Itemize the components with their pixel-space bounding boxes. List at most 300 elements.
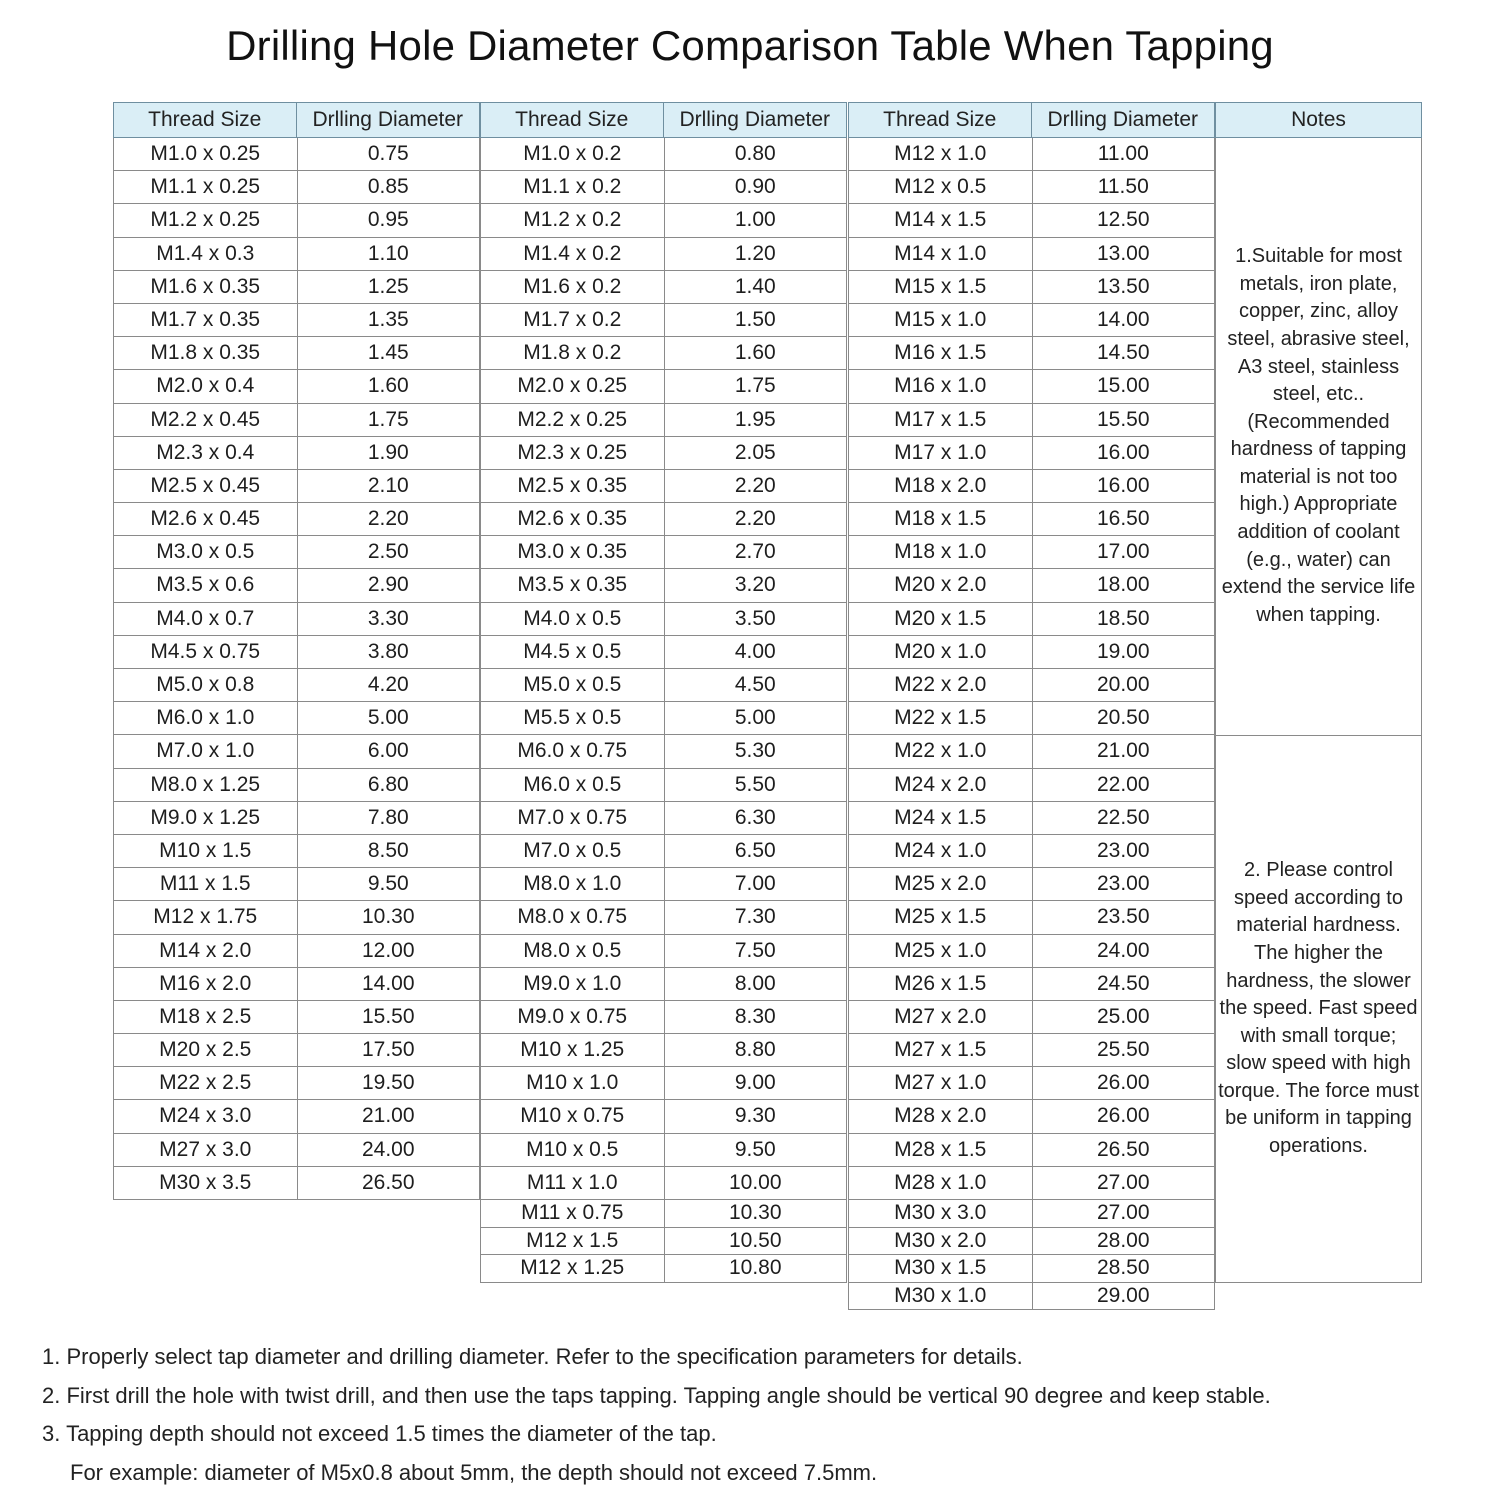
table-row	[113, 868, 480, 901]
thread-size-cell: M1.4 x 0.2	[523, 241, 622, 265]
thread-size-cell: M30 x 2.0	[894, 1228, 987, 1252]
drilling-diameter-cell: 24.00	[1032, 935, 1215, 967]
table-row	[113, 171, 480, 204]
thread-size-cell: M2.5 x 0.45	[150, 473, 261, 497]
table-row	[480, 337, 847, 370]
table-row	[113, 238, 480, 271]
table-row	[480, 569, 847, 602]
note-2: 2. Please control speed according to material hardness. The higher the hardness, the slower the speed. Fast speed with small torque; slow speed with high torque. The force must be uniform in tapping operations.	[1215, 736, 1422, 1284]
table-row	[848, 569, 1215, 602]
drilling-diameter-cell: 15.00	[1032, 370, 1215, 402]
header-thread-size: Thread Size	[113, 102, 297, 138]
table-row	[480, 802, 847, 835]
drilling-diameter-cell: 1.40	[664, 271, 847, 303]
thread-size-cell: M7.0 x 0.5	[523, 838, 622, 862]
table-row	[480, 470, 847, 503]
drilling-diameter-cell: 22.50	[1032, 802, 1215, 834]
drilling-diameter-cell: 15.50	[1032, 404, 1215, 436]
header-thread-size: Thread Size	[848, 102, 1032, 138]
table-row	[480, 171, 847, 204]
table-row	[848, 1001, 1215, 1034]
table-row	[480, 304, 847, 337]
thread-size-cell: M20 x 1.5	[894, 606, 987, 630]
thread-size-cell: M1.0 x 0.2	[523, 142, 622, 165]
drilling-diameter-cell: 2.50	[297, 536, 480, 568]
table-row	[480, 1067, 847, 1100]
table-row	[113, 1034, 480, 1067]
table-row	[848, 138, 1215, 171]
thread-size-cell: M2.5 x 0.35	[517, 473, 628, 497]
table-row	[848, 603, 1215, 636]
drilling-diameter-cell: 18.50	[1032, 603, 1215, 635]
drilling-diameter-cell: 14.50	[1032, 337, 1215, 369]
thread-size-cell: M1.6 x 0.35	[150, 274, 261, 298]
table-row	[848, 802, 1215, 835]
table-row	[480, 238, 847, 271]
table-row	[113, 769, 480, 802]
thread-size-cell: M14 x 2.0	[159, 938, 252, 962]
table-row	[848, 1200, 1215, 1228]
drilling-diameter-cell: 22.00	[1032, 769, 1215, 801]
drilling-diameter-cell: 26.50	[1032, 1134, 1215, 1166]
thread-size-cell: M25 x 2.0	[894, 872, 987, 896]
table-row	[848, 669, 1215, 702]
drilling-diameter-cell: 1.75	[297, 404, 480, 436]
thread-size-cell: M2.3 x 0.25	[517, 440, 628, 464]
drilling-diameter-cell: 8.80	[664, 1034, 847, 1066]
table-row	[480, 901, 847, 934]
thread-size-cell: M12 x 1.75	[153, 905, 258, 929]
drilling-diameter-cell: 7.50	[664, 935, 847, 967]
drilling-diameter-cell: 12.50	[1032, 204, 1215, 236]
thread-size-cell: M6.0 x 1.0	[156, 706, 255, 730]
drilling-diameter-cell: 29.00	[1032, 1283, 1215, 1310]
footer-line-1: 1. Properly select tap diameter and drilling diameter. Refer to the specification parameters for details.	[42, 1344, 1023, 1369]
table-row	[113, 702, 480, 735]
thread-size-cell: M2.2 x 0.25	[517, 407, 628, 431]
drilling-diameter-cell: 17.50	[297, 1034, 480, 1066]
drilling-diameter-cell: 6.30	[664, 802, 847, 834]
notes-column	[1215, 102, 1422, 1283]
drilling-diameter-cell: 17.00	[1032, 536, 1215, 568]
thread-size-cell: M24 x 2.0	[894, 772, 987, 796]
header-row	[113, 102, 480, 138]
drilling-diameter-cell: 11.50	[1032, 171, 1215, 203]
table-row	[848, 1167, 1215, 1200]
table-row	[113, 569, 480, 602]
table-row	[480, 1167, 847, 1200]
drilling-diameter-cell: 9.30	[664, 1100, 847, 1132]
drilling-diameter-cell: 10.30	[664, 1200, 847, 1227]
table-row	[848, 1228, 1215, 1256]
table-row	[848, 204, 1215, 237]
drilling-diameter-cell: 3.50	[664, 603, 847, 635]
table-row	[480, 735, 847, 768]
table-row	[113, 802, 480, 835]
thread-size-cell: M27 x 1.5	[894, 1038, 987, 1062]
thread-size-cell: M1.8 x 0.2	[523, 341, 622, 365]
thread-size-cell: M28 x 1.5	[894, 1137, 987, 1161]
table-row	[480, 636, 847, 669]
drilling-diameter-cell: 4.00	[664, 636, 847, 668]
drilling-diameter-cell: 2.05	[664, 437, 847, 469]
drilling-diameter-cell: 0.75	[297, 138, 480, 170]
drilling-diameter-cell: 24.00	[297, 1134, 480, 1166]
table-row	[113, 935, 480, 968]
drilling-diameter-cell: 11.00	[1032, 138, 1215, 170]
thread-size-cell: M24 x 1.5	[894, 805, 987, 829]
table-row	[113, 204, 480, 237]
thread-size-cell: M27 x 2.0	[894, 1004, 987, 1028]
table-row	[480, 370, 847, 403]
header-thread-size: Thread Size	[480, 102, 664, 138]
drilling-diameter-cell: 28.50	[1032, 1255, 1215, 1282]
drilling-diameter-cell: 23.50	[1032, 901, 1215, 933]
table-row	[113, 138, 480, 171]
table-group-2	[480, 102, 847, 1283]
drilling-diameter-cell: 3.30	[297, 603, 480, 635]
thread-size-cell: M2.6 x 0.45	[150, 507, 261, 531]
drilling-diameter-cell: 21.00	[297, 1100, 480, 1132]
footer-line-4: For example: diameter of M5x0.8 about 5mm, the depth should not exceed 7.5mm.	[70, 1459, 878, 1485]
thread-size-cell: M1.6 x 0.2	[523, 274, 622, 298]
table-row	[113, 636, 480, 669]
thread-size-cell: M3.0 x 0.35	[517, 540, 628, 564]
drilling-diameter-cell: 2.20	[664, 470, 847, 502]
header-drilling-diameter: Drlling Diameter	[664, 102, 848, 138]
thread-size-cell: M8.0 x 1.25	[150, 772, 261, 796]
thread-size-cell: M15 x 1.5	[894, 274, 987, 298]
drilling-diameter-cell: 26.50	[297, 1167, 480, 1199]
drilling-diameter-cell: 2.10	[297, 470, 480, 502]
table-row	[480, 138, 847, 171]
table-row	[480, 271, 847, 304]
table-row	[480, 702, 847, 735]
thread-size-cell: M9.0 x 1.0	[523, 971, 622, 995]
drilling-diameter-cell: 5.50	[664, 769, 847, 801]
thread-size-cell: M2.6 x 0.35	[517, 507, 628, 531]
thread-size-cell: M16 x 1.0	[894, 374, 987, 398]
table-row	[848, 271, 1215, 304]
table-row	[113, 735, 480, 768]
drilling-diameter-cell: 8.00	[664, 968, 847, 1000]
thread-size-cell: M22 x 1.0	[894, 739, 987, 763]
drilling-diameter-cell: 26.00	[1032, 1067, 1215, 1099]
table-row	[113, 603, 480, 636]
drilling-diameter-cell: 10.50	[664, 1228, 847, 1255]
table-row	[113, 437, 480, 470]
thread-size-cell: M12 x 1.25	[520, 1256, 625, 1280]
thread-size-cell: M20 x 1.0	[894, 639, 987, 663]
thread-size-cell: M7.0 x 1.0	[156, 739, 255, 763]
thread-size-cell: M4.5 x 0.75	[150, 639, 261, 663]
table-row	[480, 503, 847, 536]
thread-size-cell: M30 x 3.0	[894, 1201, 987, 1224]
drilling-diameter-cell: 2.20	[297, 503, 480, 535]
table-row	[113, 669, 480, 702]
table-group-3	[848, 102, 1215, 1310]
thread-size-cell: M30 x 3.5	[159, 1170, 252, 1194]
drilling-diameter-cell: 23.00	[1032, 835, 1215, 867]
drilling-diameter-cell: 1.00	[664, 204, 847, 236]
table-row	[480, 404, 847, 437]
drilling-diameter-cell: 1.60	[664, 337, 847, 369]
thread-size-cell: M2.0 x 0.4	[156, 374, 255, 398]
thread-size-cell: M17 x 1.5	[894, 407, 987, 431]
thread-size-cell: M6.0 x 0.5	[523, 772, 622, 796]
drilling-diameter-cell: 12.00	[297, 935, 480, 967]
table-row	[113, 271, 480, 304]
thread-size-cell: M25 x 1.5	[894, 905, 987, 929]
header-row	[480, 102, 847, 138]
thread-size-cell: M28 x 2.0	[894, 1104, 987, 1128]
thread-size-cell: M1.2 x 0.2	[523, 208, 622, 232]
thread-size-cell: M3.5 x 0.6	[156, 573, 255, 597]
table-row	[113, 304, 480, 337]
table-row	[848, 503, 1215, 536]
drilling-diameter-cell: 20.00	[1032, 669, 1215, 701]
thread-size-cell: M25 x 1.0	[894, 938, 987, 962]
table-row	[480, 968, 847, 1001]
drilling-diameter-cell: 27.00	[1032, 1167, 1215, 1199]
table-row	[848, 769, 1215, 802]
drilling-diameter-cell: 9.50	[297, 868, 480, 900]
thread-size-cell: M30 x 1.0	[894, 1283, 987, 1307]
thread-size-cell: M28 x 1.0	[894, 1170, 987, 1194]
table-row	[113, 337, 480, 370]
table-row	[848, 370, 1215, 403]
drilling-diameter-cell: 1.50	[664, 304, 847, 336]
drilling-diameter-cell: 24.50	[1032, 968, 1215, 1000]
drilling-diameter-cell: 20.50	[1032, 702, 1215, 734]
drilling-diameter-cell: 27.00	[1032, 1200, 1215, 1227]
table-row	[480, 868, 847, 901]
table-row	[848, 935, 1215, 968]
thread-size-cell: M26 x 1.5	[894, 971, 987, 995]
drilling-diameter-cell: 14.00	[1032, 304, 1215, 336]
header-row	[848, 102, 1215, 138]
thread-size-cell: M5.0 x 0.8	[156, 673, 255, 696]
table-row	[480, 536, 847, 569]
thread-size-cell: M2.0 x 0.25	[517, 374, 628, 398]
thread-size-cell: M1.1 x 0.25	[150, 175, 261, 199]
table-row	[480, 1255, 847, 1283]
thread-size-cell: M18 x 1.0	[894, 540, 987, 564]
thread-size-cell: M14 x 1.5	[894, 208, 987, 232]
drilling-diameter-cell: 25.00	[1032, 1001, 1215, 1033]
drilling-diameter-cell: 23.00	[1032, 868, 1215, 900]
drilling-diameter-cell: 4.50	[664, 669, 847, 701]
table-row	[113, 1134, 480, 1167]
table-row	[480, 835, 847, 868]
thread-size-cell: M30 x 1.5	[894, 1256, 987, 1280]
thread-size-cell: M5.0 x 0.5	[523, 673, 622, 696]
drilling-diameter-cell: 0.85	[297, 171, 480, 203]
thread-size-cell: M8.0 x 0.75	[517, 905, 628, 929]
drilling-diameter-cell: 7.00	[664, 868, 847, 900]
drilling-diameter-cell: 28.00	[1032, 1228, 1215, 1255]
thread-size-cell: M1.0 x 0.25	[150, 142, 261, 165]
table-row	[848, 868, 1215, 901]
drilling-diameter-cell: 1.20	[664, 238, 847, 270]
table-row	[848, 968, 1215, 1001]
table-row	[848, 636, 1215, 669]
table-row	[480, 669, 847, 702]
thread-size-cell: M17 x 1.0	[894, 440, 987, 464]
table-row	[113, 1167, 480, 1200]
page-title: Drilling Hole Diameter Comparison Table When Tapping	[226, 22, 1274, 69]
thread-size-cell: M12 x 1.5	[526, 1228, 619, 1252]
table-row	[848, 1100, 1215, 1133]
table-row	[480, 769, 847, 802]
drilling-diameter-cell: 6.50	[664, 835, 847, 867]
thread-size-cell: M11 x 1.0	[526, 1170, 618, 1194]
thread-size-cell: M14 x 1.0	[894, 241, 987, 265]
table-row	[848, 1034, 1215, 1067]
drilling-diameter-cell: 0.95	[297, 204, 480, 236]
thread-size-cell: M18 x 1.5	[894, 507, 987, 531]
thread-size-cell: M24 x 1.0	[894, 838, 987, 862]
drilling-diameter-cell: 14.00	[297, 968, 480, 1000]
footer-line-2: 2. First drill the hole with twist drill, and then use the taps tapping. Tapping angle should be vertical 90 degree and keep stable.	[42, 1382, 1271, 1408]
thread-size-cell: M8.0 x 1.0	[523, 872, 622, 896]
thread-size-cell: M10 x 0.75	[520, 1104, 625, 1128]
thread-size-cell: M24 x 3.0	[159, 1104, 252, 1128]
thread-size-cell: M1.4 x 0.3	[156, 241, 255, 265]
thread-size-cell: M16 x 2.0	[159, 971, 252, 995]
thread-size-cell: M27 x 1.0	[894, 1071, 987, 1095]
thread-size-cell: M10 x 1.0	[526, 1071, 619, 1095]
table-group-1	[113, 102, 480, 1200]
thread-size-cell: M12 x 1.0	[894, 142, 987, 165]
drilling-diameter-cell: 13.50	[1032, 271, 1215, 303]
drilling-diameter-cell: 18.00	[1032, 569, 1215, 601]
drilling-diameter-cell: 7.80	[297, 802, 480, 834]
drilling-diameter-cell: 2.90	[297, 569, 480, 601]
thread-size-cell: M11 x 0.75	[521, 1201, 624, 1224]
thread-size-cell: M2.2 x 0.45	[150, 407, 261, 431]
thread-size-cell: M1.7 x 0.2	[523, 307, 622, 331]
footer-line-3: 3. Tapping depth should not exceed 1.5 times the diameter of the tap.	[42, 1421, 717, 1446]
drilling-diameter-cell: 21.00	[1032, 735, 1215, 767]
table-row	[480, 935, 847, 968]
table-row	[113, 901, 480, 934]
table-row	[113, 536, 480, 569]
table-row	[480, 1228, 847, 1256]
drilling-diameter-cell: 4.20	[297, 669, 480, 701]
drilling-diameter-cell: 15.50	[297, 1001, 480, 1033]
footer-instructions	[42, 1338, 1271, 1492]
drilling-diameter-cell: 0.80	[664, 138, 847, 170]
drilling-diameter-cell: 25.50	[1032, 1034, 1215, 1066]
table-row	[848, 835, 1215, 868]
table-row	[113, 404, 480, 437]
thread-size-cell: M5.5 x 0.5	[523, 706, 622, 730]
thread-size-cell: M10 x 1.25	[520, 1038, 625, 1062]
thread-size-cell: M22 x 1.5	[894, 706, 987, 730]
table-row	[848, 702, 1215, 735]
table-row	[113, 1001, 480, 1034]
thread-size-cell: M4.0 x 0.7	[156, 606, 255, 630]
thread-size-cell: M6.0 x 0.75	[517, 739, 628, 763]
table-row	[113, 835, 480, 868]
drilling-diameter-cell: 8.30	[664, 1001, 847, 1033]
table-row	[848, 1067, 1215, 1100]
table-row	[848, 735, 1215, 768]
table-row	[113, 470, 480, 503]
table-row	[848, 304, 1215, 337]
drilling-diameter-cell: 6.80	[297, 769, 480, 801]
thread-size-cell: M9.0 x 0.75	[517, 1004, 628, 1028]
table-row	[848, 437, 1215, 470]
drilling-diameter-cell: 9.00	[664, 1067, 847, 1099]
drilling-diameter-cell: 26.00	[1032, 1100, 1215, 1132]
drilling-diameter-cell: 5.30	[664, 735, 847, 767]
drilling-diameter-cell: 1.95	[664, 404, 847, 436]
drilling-diameter-cell: 19.00	[1032, 636, 1215, 668]
drilling-diameter-cell: 1.45	[297, 337, 480, 369]
thread-size-cell: M1.7 x 0.35	[150, 307, 261, 331]
drilling-diameter-cell: 10.80	[664, 1255, 847, 1282]
thread-size-cell: M16 x 1.5	[894, 341, 987, 365]
drilling-diameter-cell: 1.75	[664, 370, 847, 402]
thread-size-cell: M10 x 0.5	[526, 1137, 619, 1161]
note-1: 1.Suitable for most metals, iron plate, copper, zinc, alloy steel, abrasive steel, A3 steel, stainless steel, etc..(Recommended hardness of tapping material is not too high.) Appropriate addition of coolant (e.g., water) can extend the service life when tapping.	[1215, 138, 1422, 736]
thread-size-cell: M27 x 3.0	[159, 1137, 252, 1161]
table-row	[848, 1255, 1215, 1283]
thread-size-cell: M10 x 1.5	[159, 838, 252, 862]
thread-size-cell: M4.0 x 0.5	[523, 606, 622, 630]
drilling-diameter-cell: 2.20	[664, 503, 847, 535]
drilling-diameter-cell: 5.00	[297, 702, 480, 734]
table-row	[113, 1100, 480, 1133]
drilling-diameter-cell: 1.35	[297, 304, 480, 336]
table-row	[848, 470, 1215, 503]
table-row	[480, 1034, 847, 1067]
thread-size-cell: M20 x 2.5	[159, 1038, 252, 1062]
drilling-diameter-cell: 10.30	[297, 901, 480, 933]
thread-size-cell: M18 x 2.0	[894, 473, 987, 497]
thread-size-cell: M3.0 x 0.5	[156, 540, 255, 564]
drilling-diameter-cell: 1.90	[297, 437, 480, 469]
drilling-diameter-cell: 8.50	[297, 835, 480, 867]
table-row	[113, 370, 480, 403]
drilling-diameter-cell: 10.00	[664, 1167, 847, 1199]
drilling-diameter-cell: 7.30	[664, 901, 847, 933]
drilling-diameter-cell: 1.10	[297, 238, 480, 270]
drilling-diameter-cell: 6.00	[297, 735, 480, 767]
table-row	[848, 404, 1215, 437]
thread-size-cell: M7.0 x 0.75	[517, 805, 628, 829]
thread-size-cell: M2.3 x 0.4	[156, 440, 255, 464]
drilling-diameter-cell: 16.00	[1032, 470, 1215, 502]
drilling-diameter-cell: 2.70	[664, 536, 847, 568]
thread-size-cell: M11 x 1.5	[159, 872, 251, 896]
thread-size-cell: M1.1 x 0.2	[523, 175, 622, 199]
table-row	[848, 337, 1215, 370]
drilling-diameter-cell: 1.60	[297, 370, 480, 402]
thread-size-cell: M3.5 x 0.35	[517, 573, 628, 597]
thread-size-cell: M12 x 0.5	[894, 175, 987, 199]
table-row	[480, 1200, 847, 1228]
drilling-diameter-cell: 19.50	[297, 1067, 480, 1099]
drilling-diameter-cell: 3.20	[664, 569, 847, 601]
drilling-diameter-cell: 16.50	[1032, 503, 1215, 535]
table-row	[480, 603, 847, 636]
drilling-diameter-cell: 5.00	[664, 702, 847, 734]
table-row	[480, 437, 847, 470]
table-row	[848, 171, 1215, 204]
